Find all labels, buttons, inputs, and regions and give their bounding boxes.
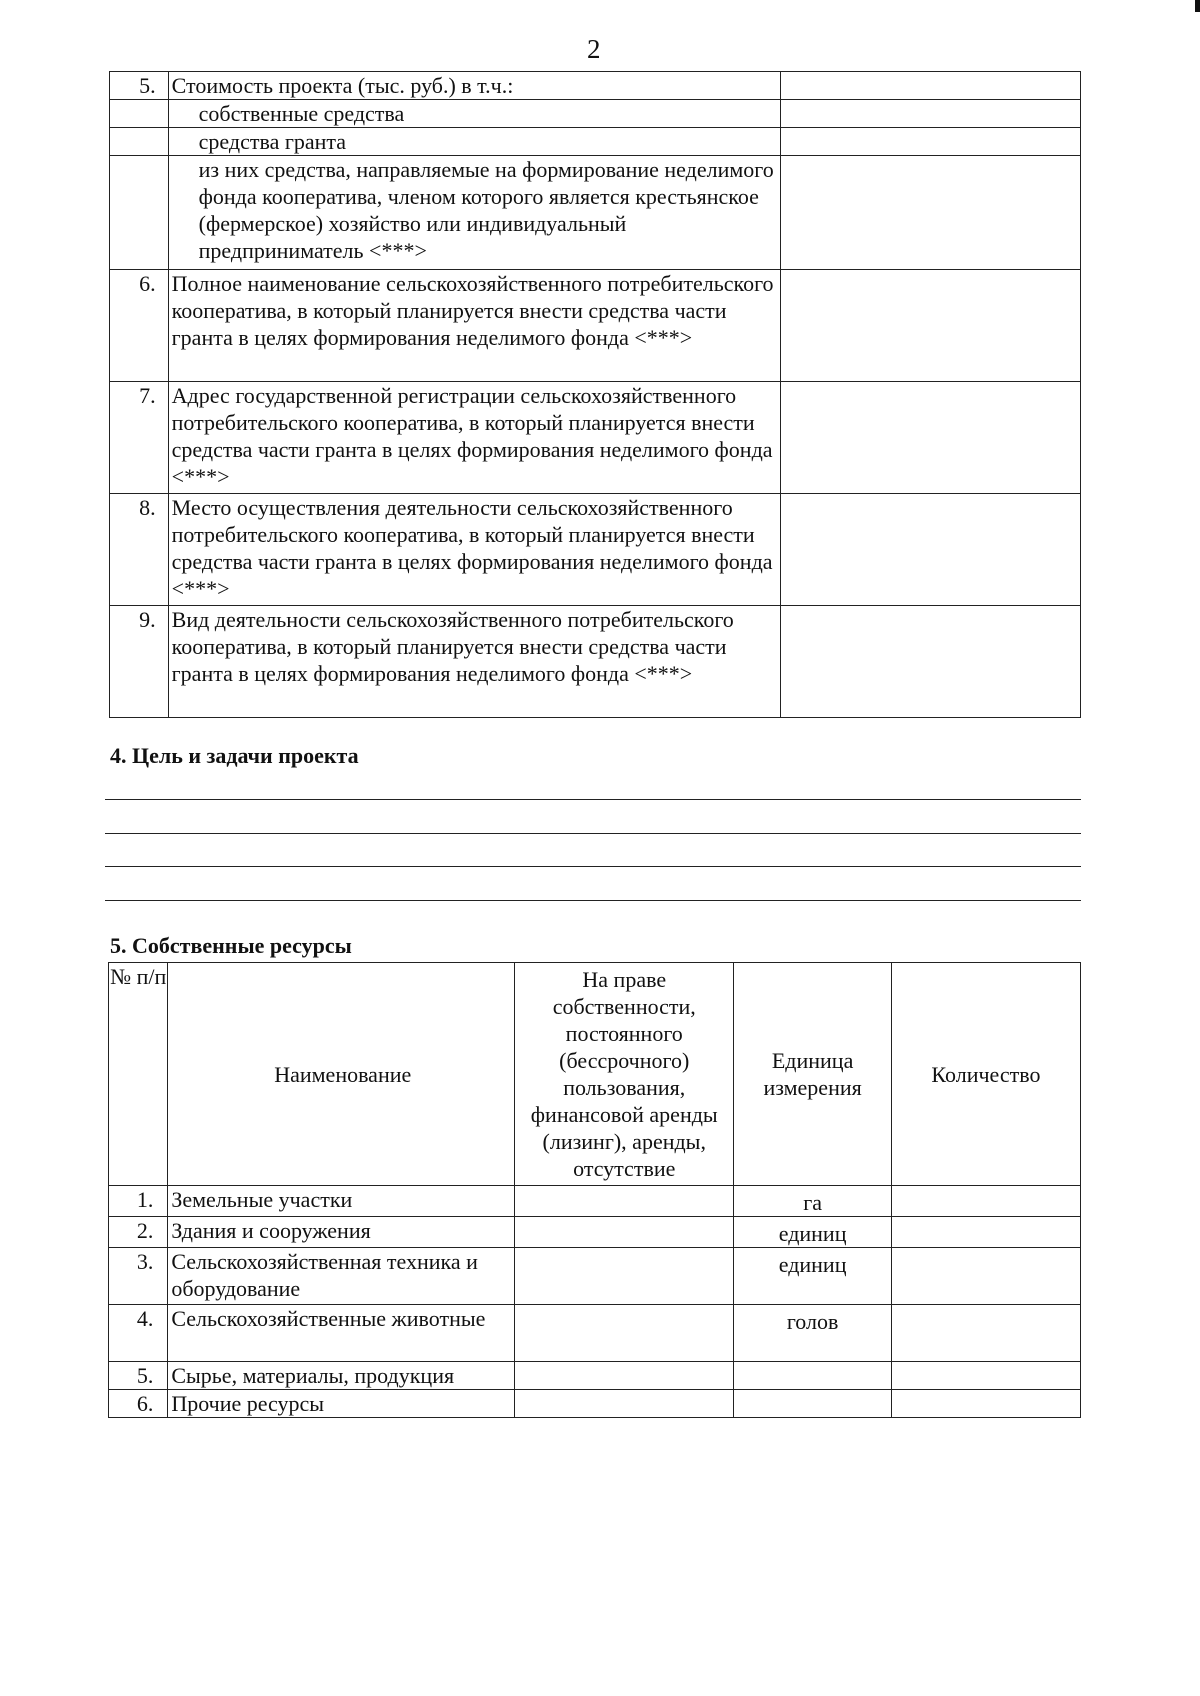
- resource-unit: единиц: [734, 1217, 892, 1248]
- row-value-cell[interactable]: [780, 494, 1080, 606]
- header-quantity: Количество: [891, 963, 1080, 1186]
- table-row: [109, 1248, 1081, 1305]
- answer-line[interactable]: [105, 900, 1081, 901]
- row-number: 2.: [109, 1217, 168, 1248]
- resource-right-cell[interactable]: [515, 1186, 734, 1217]
- resource-unit: [734, 1390, 892, 1418]
- table-row: [110, 606, 1081, 718]
- row-number: [110, 156, 169, 270]
- row-description: Полное наименование сельскохозяйственного потребительского кооператива, в который планируется внести средства части гранта в целях формирования неделимого фонда <***>: [168, 270, 780, 382]
- row-description: собственные средства: [168, 100, 780, 128]
- table-row: [110, 494, 1081, 606]
- row-value-cell[interactable]: [780, 72, 1080, 100]
- row-value-cell[interactable]: [780, 606, 1080, 718]
- resource-right-cell[interactable]: [515, 1362, 734, 1390]
- resource-name: Сельскохозяйственные животные: [168, 1305, 515, 1362]
- row-number: 5.: [110, 72, 169, 100]
- table-header-row: [109, 963, 1081, 1186]
- row-value-cell[interactable]: [780, 382, 1080, 494]
- answer-line[interactable]: [105, 799, 1081, 800]
- row-number: 3.: [109, 1248, 168, 1305]
- row-number: 6.: [110, 270, 169, 382]
- table-row: [109, 1217, 1081, 1248]
- resource-right-cell[interactable]: [515, 1217, 734, 1248]
- header-right-type: На праве собственности, постоянного (бессрочного) пользования, финансовой аренды (лизинг), аренды, отсутствие: [515, 963, 734, 1186]
- row-number: 5.: [109, 1362, 168, 1390]
- resource-quantity-cell[interactable]: [891, 1217, 1080, 1248]
- row-description: из них средства, направляемые на формирование неделимого фонда кооператива, членом которого является крестьянское (фермерское) хозяйство или индивидуальный предприниматель <***>: [168, 156, 780, 270]
- row-description: Адрес государственной регистрации сельскохозяйственного потребительского кооператива, в который планируется внести средства части гранта в целях формирования неделимого фонда <***>: [168, 382, 780, 494]
- resource-quantity-cell[interactable]: [891, 1362, 1080, 1390]
- table-row: [109, 1390, 1081, 1418]
- resource-unit: единиц: [734, 1248, 892, 1305]
- table-row: [110, 100, 1081, 128]
- table-row: [110, 128, 1081, 156]
- table-row: [110, 270, 1081, 382]
- answer-line[interactable]: [105, 866, 1081, 867]
- page-number: 2: [587, 34, 601, 64]
- row-number: 8.: [110, 494, 169, 606]
- resource-unit: га: [734, 1186, 892, 1217]
- resource-quantity-cell[interactable]: [891, 1186, 1080, 1217]
- row-description: средства гранта: [168, 128, 780, 156]
- resource-unit: голов: [734, 1305, 892, 1362]
- section-5-title: 5. Собственные ресурсы: [110, 933, 352, 958]
- row-number: 1.: [109, 1186, 168, 1217]
- resource-name: Прочие ресурсы: [168, 1390, 515, 1418]
- row-number: [110, 100, 169, 128]
- row-description: Вид деятельности сельскохозяйственного потребительского кооператива, в который планируется внести средства части гранта в целях формирования неделимого фонда <***>: [168, 606, 780, 718]
- row-value-cell[interactable]: [780, 270, 1080, 382]
- table-row: [110, 382, 1081, 494]
- row-number: 7.: [110, 382, 169, 494]
- resource-unit: [734, 1362, 892, 1390]
- table-row: [109, 1186, 1081, 1217]
- row-description: Стоимость проекта (тыс. руб.) в т.ч.:: [168, 72, 780, 100]
- header-name: Наименование: [168, 963, 515, 1186]
- row-number: 6.: [109, 1390, 168, 1418]
- section-4-title: 4. Цель и задачи проекта: [110, 743, 359, 768]
- resource-quantity-cell[interactable]: [891, 1248, 1080, 1305]
- table-row: [110, 156, 1081, 270]
- table-row: [110, 72, 1081, 100]
- scan-edge-mark: [1195, 0, 1200, 12]
- resource-right-cell[interactable]: [515, 1248, 734, 1305]
- row-description: Место осуществления деятельности сельскохозяйственного потребительского кооператива, в который планируется внести средства части гранта в целях формирования неделимого фонда <***>: [168, 494, 780, 606]
- row-value-cell[interactable]: [780, 128, 1080, 156]
- resource-quantity-cell[interactable]: [891, 1390, 1080, 1418]
- resource-name: Земельные участки: [168, 1186, 515, 1217]
- resource-right-cell[interactable]: [515, 1390, 734, 1418]
- table-row: [109, 1305, 1081, 1362]
- resource-right-cell[interactable]: [515, 1305, 734, 1362]
- resource-name: Здания и сооружения: [168, 1217, 515, 1248]
- row-value-cell[interactable]: [780, 156, 1080, 270]
- table-row: [109, 1362, 1081, 1390]
- row-number: 9.: [110, 606, 169, 718]
- project-info-table: [109, 71, 1081, 718]
- resource-name: Сырье, материалы, продукция: [168, 1362, 515, 1390]
- resource-quantity-cell[interactable]: [891, 1305, 1080, 1362]
- own-resources-table: [108, 962, 1081, 1418]
- resource-name: Сельскохозяйственная техника и оборудование: [168, 1248, 515, 1305]
- row-value-cell[interactable]: [780, 100, 1080, 128]
- row-number: 4.: [109, 1305, 168, 1362]
- answer-line[interactable]: [105, 833, 1081, 834]
- header-number: № п/п: [109, 963, 168, 1186]
- header-unit: Единица измерения: [734, 963, 892, 1186]
- row-number: [110, 128, 169, 156]
